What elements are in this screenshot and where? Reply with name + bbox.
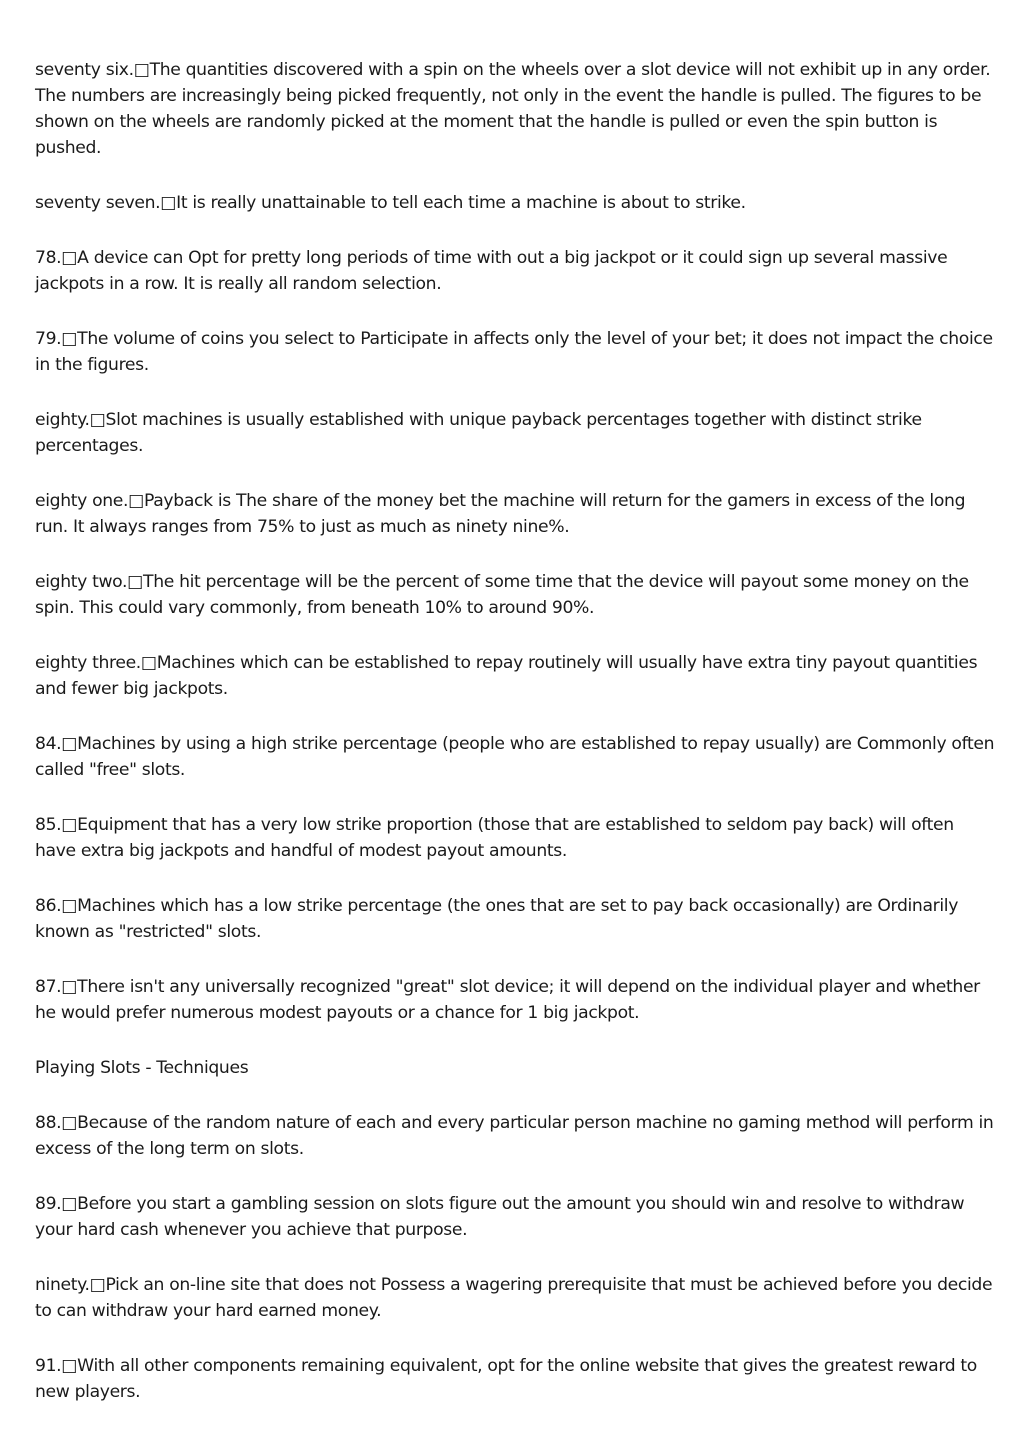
paragraph-82: eighty two.□The hit percentage will be the percent of some time that the device will payout some money on the spin. This could vary commonly, from beneath 10% to around 90%.: [35, 572, 969, 618]
paragraph-85: 85.□Equipment that has a very low strike proportion (those that are established to seldom pay back) will often have extra big jackpots and handful of modest payout amounts.: [35, 815, 954, 861]
paragraph-78: 78.□A device can Opt for pretty long periods of time with out a big jackpot or it could sign up several massive jackpots in a row. It is really all random selection.: [35, 248, 948, 294]
paragraph-84: 84.□Machines by using a high strike percentage (people who are established to repay usually) are Commonly often called "free" slots.: [35, 734, 995, 780]
paragraph-86: 86.□Machines which has a low strike percentage (the ones that are set to pay back occasionally) are Ordinarily known as "restricted" slots.: [35, 896, 959, 942]
paragraph-88: 88.□Because of the random nature of each and every particular person machine no gaming method will perform in excess of the long term on slots.: [35, 1113, 994, 1159]
paragraph-79: 79.□The volume of coins you select to Participate in affects only the level of your bet; it does not impact the choice in the figures.: [35, 329, 993, 375]
paragraph-76: seventy six.□The quantities discovered with a spin on the wheels over a slot device will not exhibit up in any order. The numbers are increasingly being picked frequently, not only in the event the handle is pulled. The figures to be shown on the wheels are randomly picked at the moment that the handle is pulled or even the spin button is pushed.: [35, 60, 991, 158]
paragraph-87: 87.□There isn't any universally recognized "great" slot device; it will depend on the individual player and whether he would prefer numerous modest payouts or a chance for 1 big jackpot.: [35, 977, 980, 1023]
paragraph-91: 91.□With all other components remaining equivalent, opt for the online website that gives the greatest reward to new players.: [35, 1356, 977, 1402]
section-heading-techniques: Playing Slots - Techniques: [35, 1058, 249, 1078]
paragraph-80: eighty.□Slot machines is usually established with unique payback percentages together with distinct strike percentages.: [35, 410, 922, 456]
paragraph-89: 89.□Before you start a gambling session on slots figure out the amount you should win and resolve to withdraw your hard cash whenever you achieve that purpose.: [35, 1194, 965, 1240]
document-body: [35, 57, 995, 1434]
paragraph-90: ninety.□Pick an on-line site that does not Possess a wagering prerequisite that must be achieved before you decide to can withdraw your hard earned money.: [35, 1275, 993, 1321]
paragraph-81: eighty one.□Payback is The share of the money bet the machine will return for the gamers in excess of the long run. It always ranges from 75% to just as much as ninety nine%.: [35, 491, 966, 537]
paragraph-83: eighty three.□Machines which can be established to repay routinely will usually have extra tiny payout quantities and fewer big jackpots.: [35, 653, 978, 699]
paragraph-77: seventy seven.□It is really unattainable to tell each time a machine is about to strike.: [35, 193, 746, 213]
